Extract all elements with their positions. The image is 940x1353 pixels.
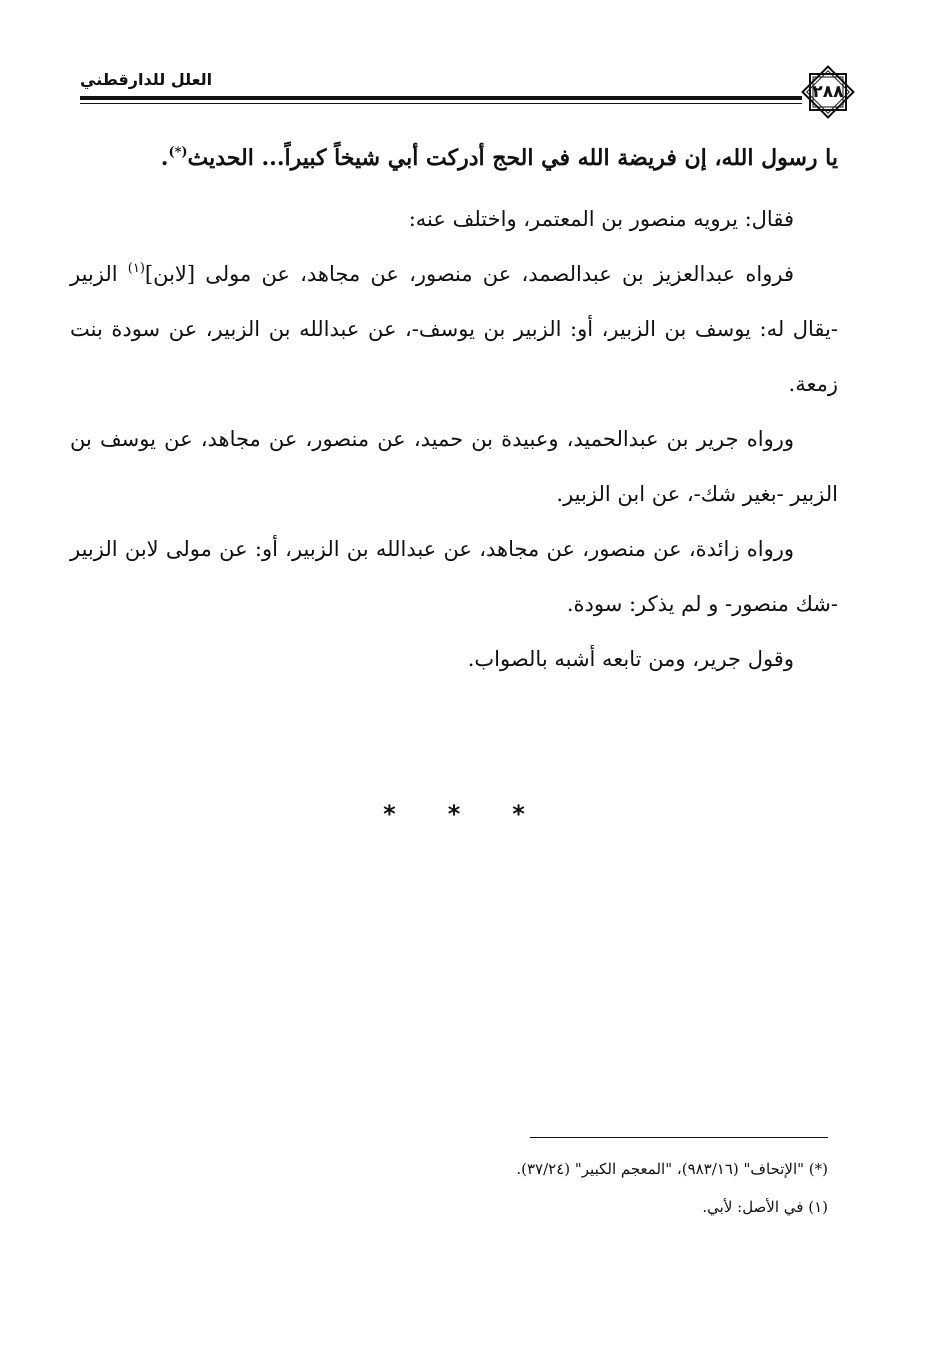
paragraph-second-chain: ورواه جرير بن عبدالحميد، وعبيدة بن حميد، عن منصور، عن مجاهد، عن يوسف بن الزبير -بغير شك-، عن ابن الزبير.	[70, 427, 838, 506]
footnote-divider	[530, 1137, 828, 1138]
hadith-heading	[70, 130, 838, 186]
paragraph-first-chain	[70, 247, 838, 412]
separator-star: *	[512, 800, 525, 828]
section-separator	[70, 800, 838, 828]
page-header	[66, 62, 858, 122]
hadith-text: يا رسول الله، إن فريضة الله في الحج أدركت أبي شيخاً كبيراً... الحديث	[187, 145, 838, 171]
paragraph-conclusion: وقول جرير، ومن تابعه أشبه بالصواب.	[467, 647, 794, 671]
footnote-1: (١) في الأصل: لأبي.	[702, 1198, 828, 1216]
paragraph-third-chain: ورواه زائدة، عن منصور، عن مجاهد، عن عبدالله بن الزبير، أو: عن مولى لابن الزبير -شك منصور- و لم يذكر: سودة.	[70, 537, 838, 616]
separator-star: *	[383, 800, 396, 828]
footnote-ref-1: (١)	[127, 261, 145, 276]
book-title: العلل للدارقطني	[80, 70, 213, 89]
main-text	[70, 130, 838, 828]
page-number: ٢٨٨	[812, 82, 844, 102]
footnote-star: (*) "الإتحاف" (٩٨٣/١٦)، "المعجم الكبير" (٣٧/٢٤).	[516, 1160, 828, 1178]
paragraph-first-chain-end: الزبير -يقال له: يوسف بن الزبير، أو: الزبير بن يوسف-، عن عبدالله بن الزبير، عن سودة بنت زمعة.	[70, 262, 838, 396]
header-rule-thin	[80, 103, 802, 104]
hadith-footnote-marker: (*)	[168, 145, 188, 160]
paragraph-first-chain-start: فرواه عبدالعزيز بن عبدالصمد، عن منصور، عن مجاهد، عن مولى [لابن]	[144, 262, 794, 286]
hadith-end: .	[160, 145, 169, 171]
header-rule-thick	[80, 96, 802, 100]
footnotes	[300, 1150, 828, 1226]
separator-star: *	[447, 800, 461, 828]
page-number-badge	[798, 62, 858, 122]
paragraph-intro: فقال: يرويه منصور بن المعتمر، واختلف عنه:	[408, 207, 794, 231]
